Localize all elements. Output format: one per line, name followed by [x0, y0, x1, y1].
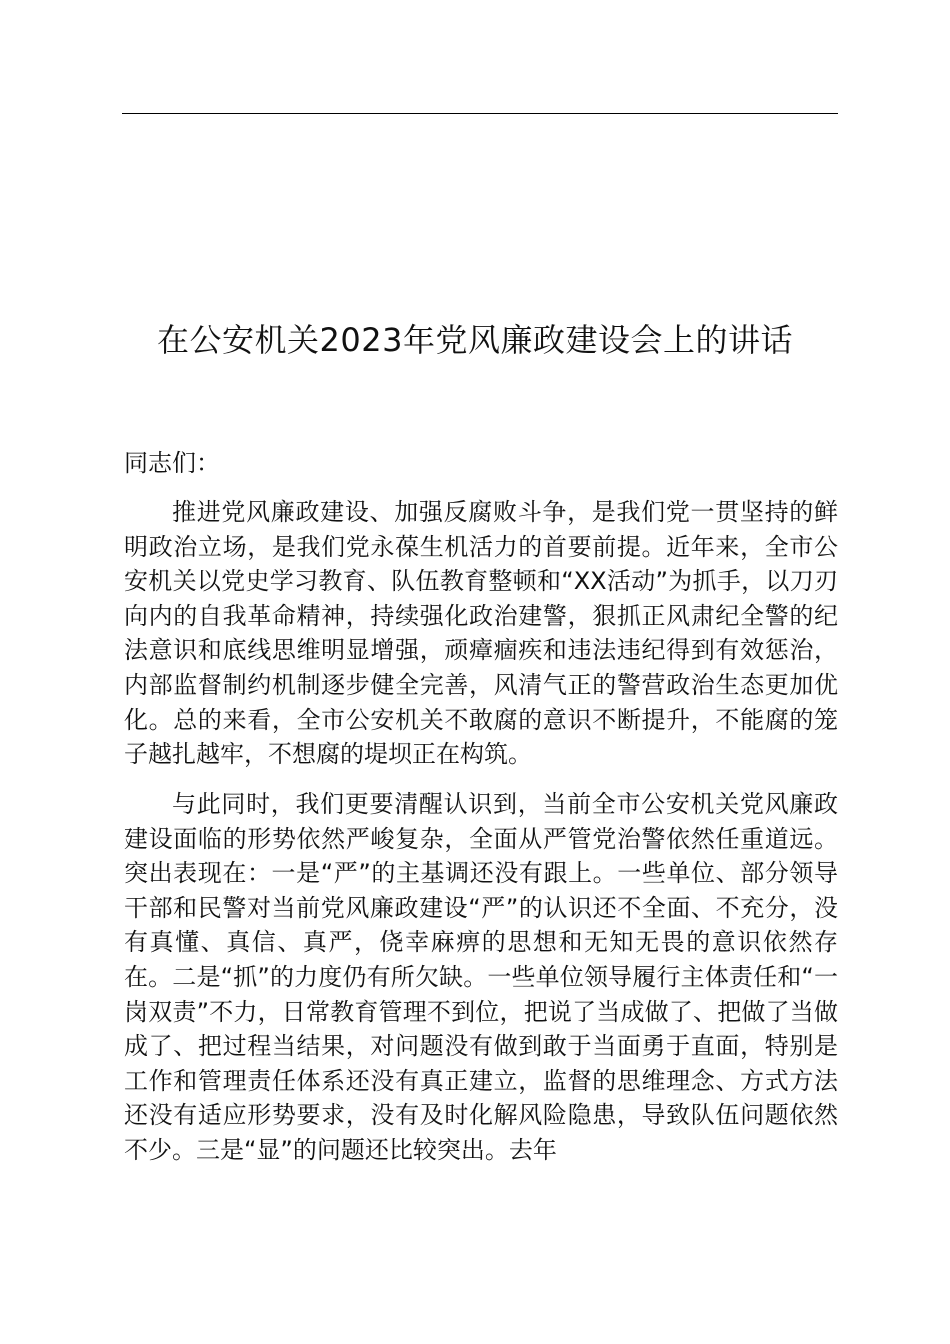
paragraph-2: 与此同时，我们更要清醒认识到，当前全市公安机关党风廉政建设面临的形势依然严峻复杂，全面从严管党治警依然任重道远。突出表现在：一是“严”的主基调还没有跟上。一些单位、部分领导干部和民警对当前党风廉政建设“严”的认识还不全面、不充分，没有真懂、真信、真严，侥幸麻痹的思想和无知无畏的意识依然存在。二是“抓”的力度仍有所欠缺。一些单位领导履行主体责任和“一岗双责”不力，日常教育管理不到位，把说了当成做了、把做了当做成了、把过程当结果，对问题没有做到敢于当面勇于直面，特别是工作和管理责任体系还没有真正建立，监督的思维理念、方式方法还没有适应形势要求，没有及时化解风险隐患，导致队伍问题依然不少。三是“显”的问题还比较突出。去年: [124, 790, 838, 1164]
header-rule: [122, 113, 838, 114]
document-title: 在公安机关2023年党风廉政建设会上的讲话: [157, 321, 793, 359]
salutation: 同志们：: [124, 449, 220, 477]
paragraph-1: 推进党风廉政建设、加强反腐败斗争，是我们党一贯坚持的鲜明政治立场，是我们党永葆生机活力的首要前提。近年来，全市公安机关以党史学习教育、队伍教育整顿和“XX活动”为抓手，以刀刃向内的自我革命精神，持续强化政治建警，狠抓正风肃纪全警的纪法意识和底线思维明显增强，顽瘴痼疾和违法违纪得到有效惩治，内部监督制约机制逐步健全完善，风清气正的警营政治生态更加优化。总的来看，全市公安机关不敢腐的意识不断提升，不能腐的笼子越扎越牢，不想腐的堤坝正在构筑。: [124, 498, 838, 769]
